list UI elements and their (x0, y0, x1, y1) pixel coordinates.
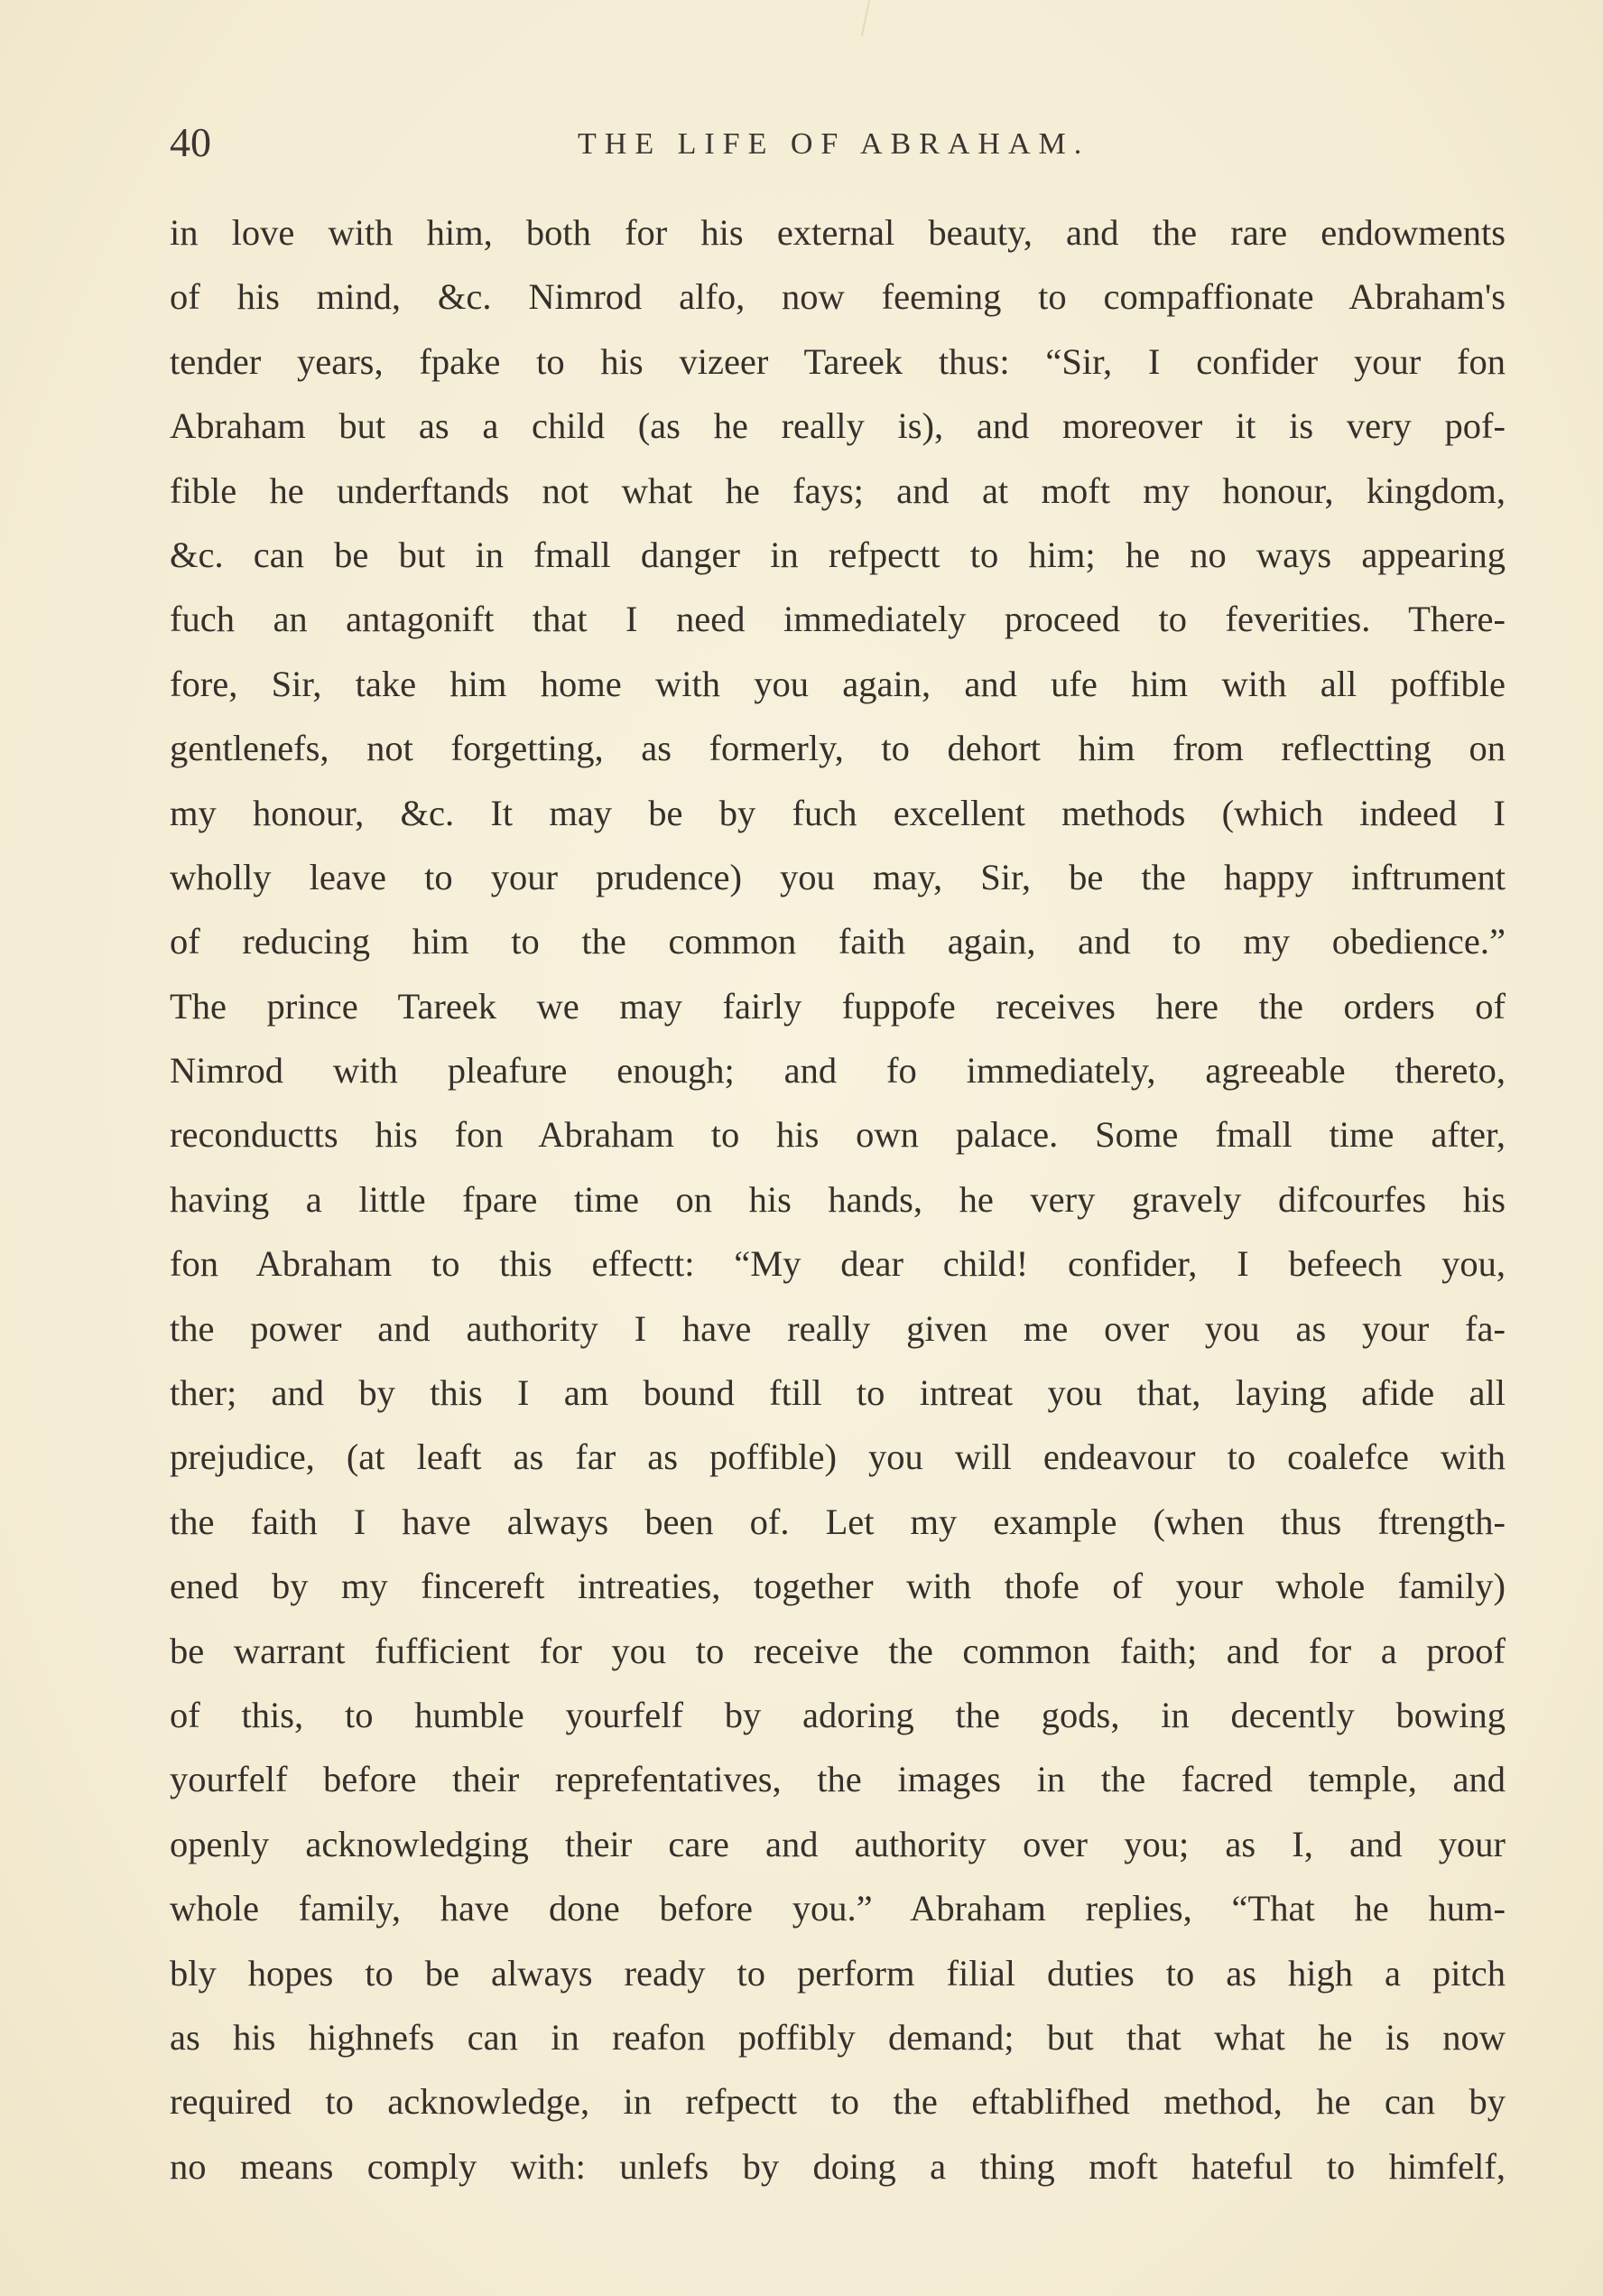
text-line: prejudice, (at leaft as far as poffible) you will endeavour to coalefce with (170, 1436, 1506, 1478)
text-line: ther; and by this I am bound ftill to intreat you that, laying afide all (170, 1372, 1506, 1414)
text-line: wholly leave to your prudence) you may, Sir, be the happy inftrument (170, 856, 1506, 897)
text-line: Abraham but as a child (as he really is), and moreover it is very pof- (170, 405, 1506, 447)
text-line: tender years, fpake to his vizeer Tareek thus: “Sir, I confider your fon (170, 340, 1506, 382)
text-line: of his mind, &c. Nimrod alfo, now feeming to compaffionate Abraham's (170, 276, 1506, 318)
text-line: ened by my fincereft intreaties, together with thofe of your whole family) (170, 1566, 1506, 1607)
text-line: The prince Tareek we may fairly fuppofe receives here the orders of (170, 985, 1506, 1027)
text-line: fon Abraham to this effectt: “My dear child! confider, I befeech you, (170, 1243, 1506, 1285)
page-number: 40 (170, 119, 211, 165)
text-line: openly acknowledging their care and authority over you; as I, and your (170, 1823, 1506, 1864)
text-line: required to acknowledge, in refpectt to the eftablifhed method, he can by (170, 2081, 1506, 2123)
page-crease (861, 0, 870, 36)
text-line: fible he underftands not what he fays; and at moft my honour, kingdom, (170, 469, 1506, 511)
text-line: be warrant fufficient for you to receive the common faith; and for a proof (170, 1630, 1506, 1671)
text-line: as his highnefs can in reafon poffibly demand; but that what he is now (170, 2016, 1506, 2058)
text-line: of reducing him to the common faith again, and to my obedience.” (170, 921, 1506, 962)
text-line: reconductts his fon Abraham to his own palace. Some fmall time after, (170, 1114, 1506, 1156)
text-line: &c. can be but in fmall danger in refpectt to him; he no ways appearing (170, 534, 1506, 575)
text-line: fore, Sir, take him home with you again, and ufe him with all poffible (170, 663, 1506, 704)
page-header (170, 116, 1496, 170)
text-line: the power and authority I have really given me over you as your fa- (170, 1307, 1506, 1349)
text-line: the faith I have always been of. Let my example (when thus ftrength- (170, 1501, 1506, 1542)
text-line: yourfelf before their reprefentatives, the images in the facred temple, and (170, 1759, 1506, 1800)
text-line: bly hopes to be always ready to perform filial duties to as high a pitch (170, 1952, 1506, 1994)
text-line: in love with him, both for his external beauty, and the rare endowments (170, 212, 1506, 253)
text-line: whole family, have done before you.” Abraham replies, “That he hum- (170, 1888, 1506, 1929)
text-line: no means comply with: unlefs by doing a thing moft hateful to himfelf, (170, 2145, 1506, 2187)
text-line: having a little fpare time on his hands, he very gravely difcourfes his (170, 1178, 1506, 1220)
text-line: fuch an antagonift that I need immediately proceed to feverities. There- (170, 599, 1506, 640)
running-head: THE LIFE OF ABRAHAM. (578, 127, 1090, 161)
text-line: my honour, &c. It may be by fuch excellent methods (which indeed I (170, 792, 1506, 833)
text-line: gentlenefs, not forgetting, as formerly, to dehort him from reflectting on (170, 728, 1506, 769)
text-line: of this, to humble yourfelf by adoring the gods, in decently bowing (170, 1694, 1506, 1735)
text-line: Nimrod with pleafure enough; and fo immediately, agreeable thereto, (170, 1050, 1506, 1092)
body-text (170, 200, 1506, 2198)
